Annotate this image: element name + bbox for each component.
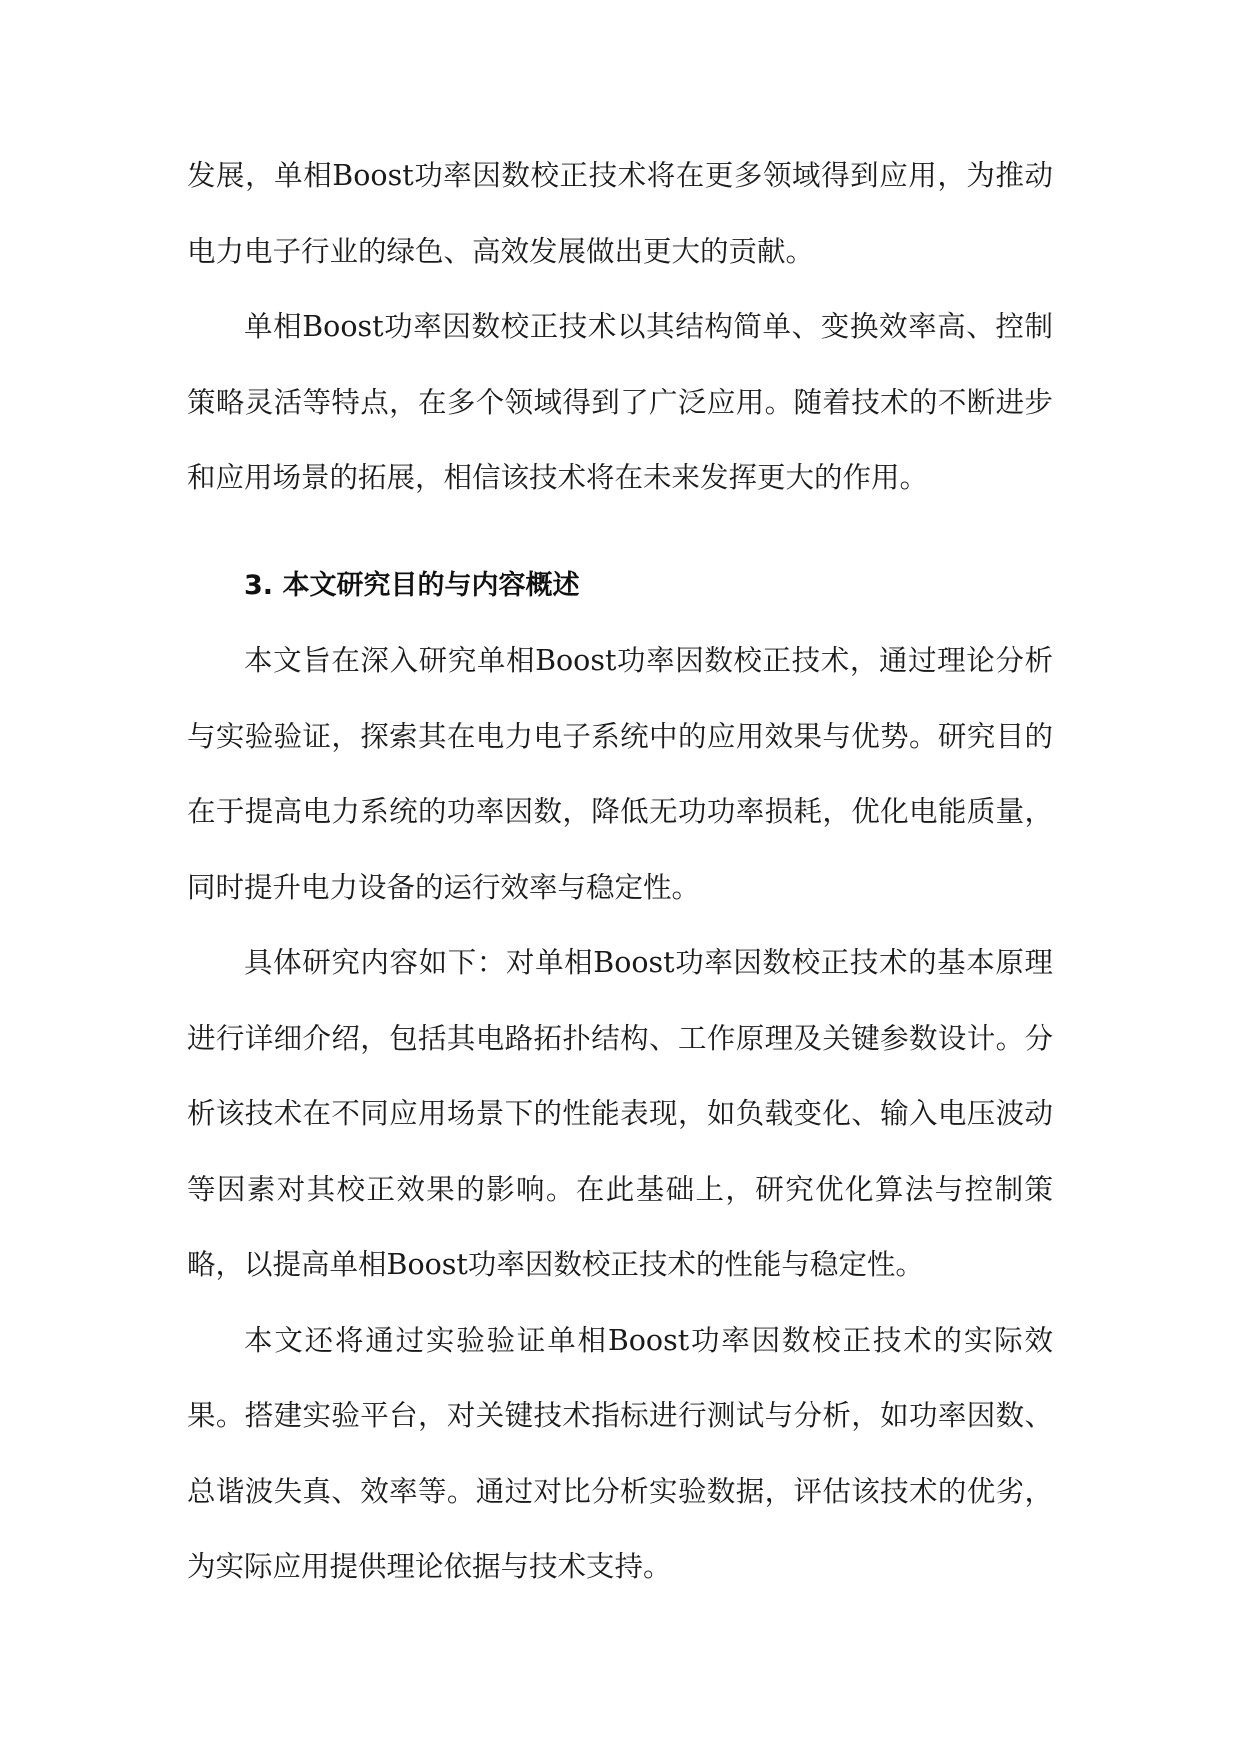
- paragraph-experiment: 本文还将通过实验验证单相Boost功率因数校正技术的实际效果。搭建实验平台，对关键技术指标进行测试与分析，如功率因数、总谐波失真、效率等。通过对比分析实验数据，评估该技术的优劣，为实际应用提供理论依据与技术支持。: [187, 1323, 1053, 1583]
- paragraph-summary: 单相Boost功率因数校正技术以其结构简单、变换效率高、控制策略灵活等特点，在多个领域得到了广泛应用。随着技术的不断进步和应用场景的拓展，相信该技术将在未来发挥更大的作用。: [187, 310, 1053, 494]
- paragraph-content: 具体研究内容如下：对单相Boost功率因数校正技术的基本原理进行详细介绍，包括其电路拓扑结构、工作原理及关键参数设计。分析该技术在不同应用场景下的性能表现，如负载变化、输入电压波动等因素对其校正效果的影响。在此基础上，研究优化算法与控制策略，以提高单相Boost功率因数校正技术的性能与稳定性。: [187, 946, 1053, 1281]
- section-heading: 3. 本文研究目的与内容概述: [244, 569, 580, 601]
- paragraph-continued: 发展，单相Boost功率因数校正技术将在更多领域得到应用，为推动电力电子行业的绿色、高效发展做出更大的贡献。: [187, 159, 1053, 268]
- paragraph-purpose: 本文旨在深入研究单相Boost功率因数校正技术，通过理论分析与实验验证，探索其在电力电子系统中的应用效果与优势。研究目的在于提高电力系统的功率因数，降低无功功率损耗，优化电能质量，同时提升电力设备的运行效率与稳定性。: [187, 644, 1053, 904]
- document-body: [187, 138, 1053, 1605]
